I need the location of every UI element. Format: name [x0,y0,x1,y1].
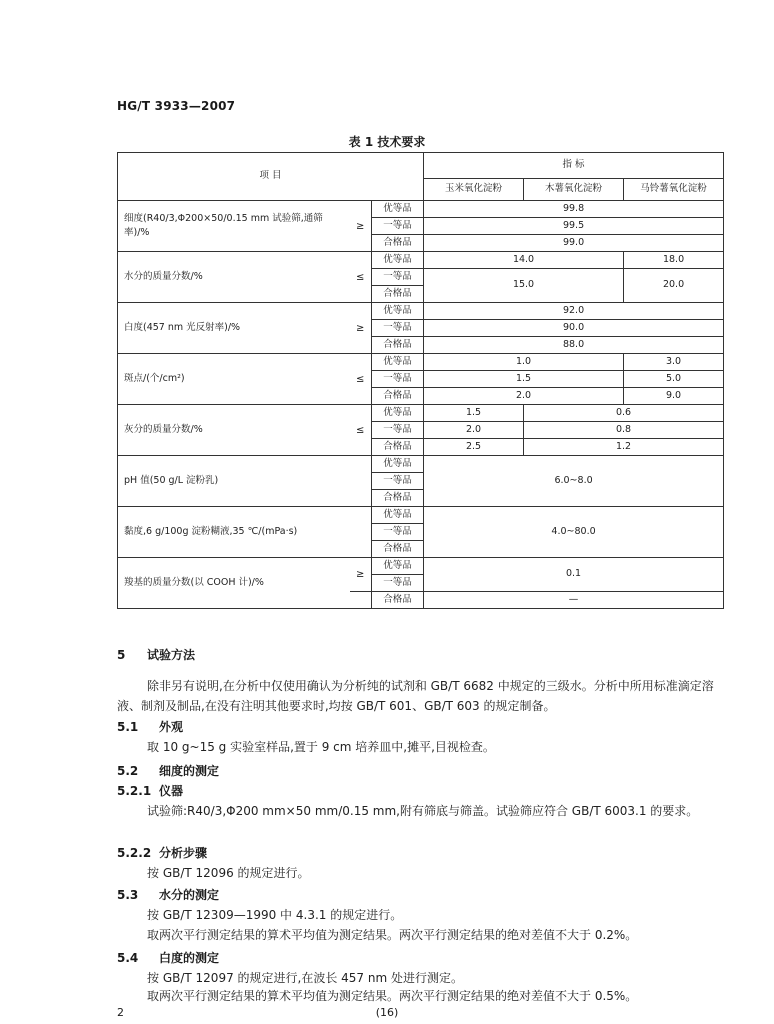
row-whiteness-cmp: ≥ [350,303,372,354]
grade-label: 一等品 [372,575,424,592]
section-title: 仪器 [159,784,184,798]
header-cassava: 木薯氧化淀粉 [524,179,624,201]
row-viscosity-cmp [350,507,372,558]
standard-code: HG/T 3933—2007 [117,99,236,113]
page-number: 2 [117,1006,124,1019]
grade-label: 一等品 [372,218,424,235]
row-ash-cmp: ≤ [350,405,372,456]
fineness-value: 99.5 [424,218,724,235]
header-item: 项 目 [118,153,424,201]
spots-value: 2.0 [424,388,624,405]
section-heading [117,718,183,735]
section-number: 5.2.1 [117,784,152,798]
paragraph: 取两次平行测定结果的算术平均值为测定结果。两次平行测定结果的绝对差值不大于 0.5%。 [147,989,638,1003]
paragraph: 按 GB/T 12309—1990 中 4.3.1 的规定进行。 [147,908,403,922]
section-title: 外观 [159,720,184,734]
grade-label: 合格品 [372,592,424,609]
section-heading [117,949,219,966]
section-number: 5.3 [117,888,139,902]
spots-value: 5.0 [624,371,724,388]
grade-label: 优等品 [372,201,424,218]
paragraph: 按 GB/T 12097 的规定进行,在波长 457 nm 处进行测定。 [147,971,463,985]
row-ash-label: 灰分的质量分数/% [118,405,350,456]
ash-value: 1.5 [424,405,524,422]
ph-value: 6.0~8.0 [424,456,724,507]
carboxyl-value: 0.1 [424,558,724,592]
section-title: 白度的测定 [159,951,220,965]
grade-label: 优等品 [372,252,424,269]
paragraph: 按 GB/T 12096 的规定进行。 [147,866,310,880]
grade-label: 优等品 [372,456,424,473]
row-moisture-label: 水分的质量分数/% [118,252,350,303]
section-heading [117,646,195,663]
section-title: 水分的测定 [159,888,220,902]
fineness-value: 99.8 [424,201,724,218]
section-number: 5.2.2 [117,846,152,860]
grade-label: 合格品 [372,337,424,354]
header-corn: 玉米氧化淀粉 [424,179,524,201]
grade-label: 合格品 [372,235,424,252]
row-carboxyl-cmp: ≥ [350,558,372,592]
row-carboxyl-label: 羧基的质量分数(以 COOH 计)/% [118,558,350,609]
section-heading [117,782,183,799]
row-whiteness-label: 白度(457 nm 光反射率)/% [118,303,350,354]
paragraph: 取两次平行测定结果的算术平均值为测定结果。两次平行测定结果的绝对差值不大于 0.2%。 [147,928,638,942]
section-number: 5.2 [117,764,139,778]
ash-value: 0.6 [524,405,724,422]
technical-requirements-table [117,152,724,609]
ash-value: 0.8 [524,422,724,439]
row-spots-label: 斑点/(个/cm²) [118,354,350,405]
grade-label: 优等品 [372,303,424,320]
spots-value: 1.5 [424,371,624,388]
grade-label: 合格品 [372,541,424,558]
grade-label: 合格品 [372,490,424,507]
table-caption: 表 1 技术要求 [348,135,426,149]
header-potato: 马铃薯氧化淀粉 [624,179,724,201]
spots-value: 1.0 [424,354,624,371]
section-title: 细度的测定 [159,764,220,778]
viscosity-value: 4.0~80.0 [424,507,724,558]
spots-value: 9.0 [624,388,724,405]
section-number: 5.1 [117,720,139,734]
grade-label: 优等品 [372,405,424,422]
paragraph: 除非另有说明,在分析中仅使用确认为分析纯的试剂和 GB/T 6682 中规定的三级水。分析中所用标准滴定溶液、制剂及制品,在没有注明其他要求时,均按 GB/T 601、GB/T 603 的规定制备。 [117,679,714,713]
carboxyl-value: — [424,592,724,609]
grade-label: 一等品 [372,473,424,490]
section-number: 5 [117,648,126,662]
grade-label: 一等品 [372,524,424,541]
ash-value: 1.2 [524,439,724,456]
grade-label: 优等品 [372,558,424,575]
ash-value: 2.5 [424,439,524,456]
grade-label: 一等品 [372,320,424,337]
whiteness-value: 92.0 [424,303,724,320]
grade-label: 优等品 [372,507,424,524]
fineness-value: 99.0 [424,235,724,252]
section-title: 试验方法 [147,648,196,662]
section-number: 5.4 [117,951,139,965]
row-ph-cmp [350,456,372,507]
row-fineness-cmp: ≥ [350,201,372,252]
whiteness-value: 88.0 [424,337,724,354]
moisture-value: 20.0 [624,269,724,303]
row-ph-label: pH 值(50 g/L 淀粉乳) [118,456,350,507]
paragraph: 取 10 g~15 g 实验室样品,置于 9 cm 培养皿中,摊平,目视检查。 [147,740,495,754]
grade-label: 合格品 [372,439,424,456]
ash-value: 2.0 [424,422,524,439]
section-heading [117,886,219,903]
moisture-value: 15.0 [424,269,624,303]
row-fineness-label: 细度(R40/3,Φ200×50/0.15 mm 试验筛,通筛率)/% [118,201,350,252]
row-moisture-cmp: ≤ [350,252,372,303]
row-viscosity-label: 黏度,6 g/100g 淀粉糊液,35 ℃/(mPa·s) [118,507,350,558]
grade-label: 合格品 [372,286,424,303]
moisture-value: 14.0 [424,252,624,269]
grade-label: 一等品 [372,269,424,286]
whiteness-value: 90.0 [424,320,724,337]
spots-value: 3.0 [624,354,724,371]
grade-label: 一等品 [372,422,424,439]
moisture-value: 18.0 [624,252,724,269]
paragraph: 试验筛:R40/3,Φ200 mm×50 mm/0.15 mm,附有筛底与筛盖。试验筛应符合 GB/T 6003.1 的要求。 [147,804,699,818]
page-footer-center: (16) [375,1006,399,1019]
section-heading [117,762,219,779]
grade-label: 一等品 [372,371,424,388]
header-index: 指 标 [424,153,724,179]
grade-label: 优等品 [372,354,424,371]
section-heading [117,844,207,861]
section-title: 分析步骤 [159,846,208,860]
grade-label: 合格品 [372,388,424,405]
row-spots-cmp: ≤ [350,354,372,405]
